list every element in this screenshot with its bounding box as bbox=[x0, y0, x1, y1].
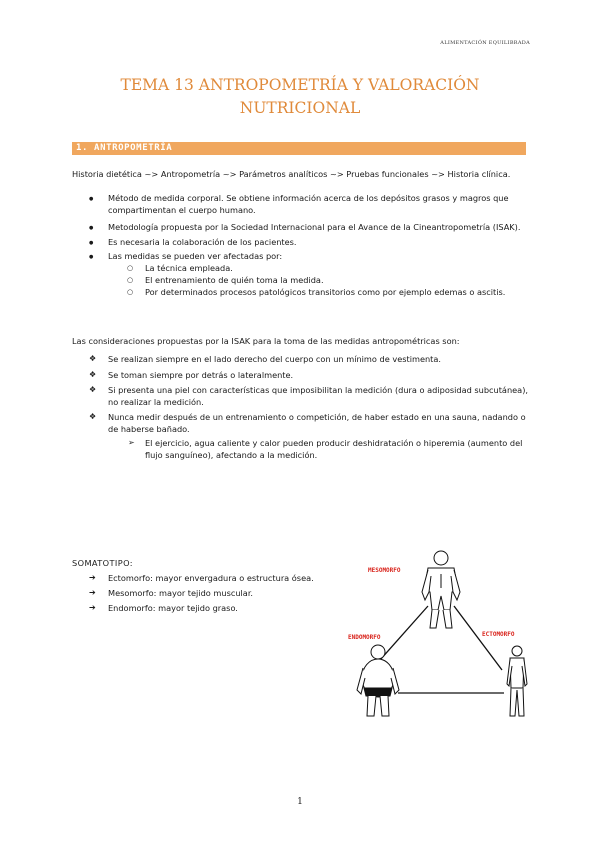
triangle-line-left bbox=[380, 606, 428, 660]
bullet-text: compartimentan el cuerpo humano. bbox=[108, 205, 256, 215]
sub-bullet-circle-icon: ○ bbox=[127, 288, 134, 296]
title-line-1: TEMA 13 ANTROPOMETRÍA Y VALORACIÓN bbox=[120, 76, 480, 94]
consideration-text: Se toman siempre por detrás o lateralmente. bbox=[108, 370, 294, 380]
somatotipo-item: Mesomorfo: mayor tejido muscular. bbox=[108, 588, 254, 598]
diamond-bullet-icon: ❖ bbox=[89, 370, 97, 379]
diamond-bullet-icon: ❖ bbox=[89, 354, 97, 363]
consideration-sub-text: El ejercicio, agua caliente y calor pueden producir deshidratación o hiperemia (aumento del bbox=[145, 438, 523, 448]
sub-bullet-circle-icon: ○ bbox=[127, 264, 134, 272]
bullet-disc-icon: ● bbox=[89, 240, 94, 246]
section-heading: 1. ANTROPOMETRÍA bbox=[76, 143, 173, 153]
diamond-bullet-icon: ❖ bbox=[89, 412, 97, 421]
consideration-text: Se realizan siempre en el lado derecho del cuerpo con un mínimo de vestimenta. bbox=[108, 354, 442, 364]
sub-bullet-text: La técnica empleada. bbox=[145, 263, 233, 273]
page-title bbox=[60, 74, 540, 120]
triangle-line-right bbox=[454, 606, 502, 670]
assessment-flow: Historia dietética ~> Antropometría ~> Parámetros analíticos ~> Pruebas funcionales ~> Historia clínica. bbox=[72, 169, 511, 179]
consideration-text: de haberse bañado. bbox=[108, 424, 190, 434]
bullet-text: Metodología propuesta por la Sociedad Internacional para el Avance de la Cineantropometría (ISAK). bbox=[108, 222, 521, 232]
somatotipo-item: Ectomorfo: mayor envergadura o estructura ósea. bbox=[108, 573, 314, 583]
title-line-2: NUTRICIONAL bbox=[239, 99, 361, 117]
diamond-bullet-icon: ❖ bbox=[89, 385, 97, 394]
consideration-text: Si presenta una piel con características que imposibilitan la medición (dura o adiposidad subcutánea), bbox=[108, 385, 528, 395]
arrow-bullet-icon: ➔ bbox=[89, 573, 96, 582]
bullet-disc-icon: ● bbox=[89, 254, 94, 260]
page-number: 1 bbox=[297, 797, 303, 807]
sub-bullet-text: El entrenamiento de quién toma la medida. bbox=[145, 275, 324, 285]
endomorph-figure bbox=[357, 645, 399, 716]
bullet-text: Es necesaria la colaboración de los pacientes. bbox=[108, 237, 297, 247]
bullet-disc-icon: ● bbox=[89, 196, 94, 202]
arrowhead-bullet-icon: ➢ bbox=[128, 438, 135, 447]
sub-bullet-text: Por determinados procesos patológicos transitorios como por ejemplo edemas o ascitis. bbox=[145, 287, 506, 297]
ectomorph-figure bbox=[507, 646, 527, 716]
ectomorfo-label: ECTOMORFO bbox=[482, 631, 515, 638]
somatotipo-heading: SOMATOTIPO: bbox=[72, 558, 133, 568]
arrow-bullet-icon: ➔ bbox=[89, 603, 96, 612]
mesomorph-figure bbox=[422, 551, 460, 628]
endomorfo-label: ENDOMORFO bbox=[348, 634, 381, 641]
running-header: ALIMENTACIÓN EQUILIBRADA bbox=[440, 40, 530, 46]
somatotipo-item: Endomorfo: mayor tejido graso. bbox=[108, 603, 238, 613]
consideration-text: Nunca medir después de un entrenamiento o competición, de haber estado en una sauna, nadando o bbox=[108, 412, 526, 422]
bullet-text: Método de medida corporal. Se obtiene información acerca de los depósitos grasos y magros que bbox=[108, 193, 509, 203]
bullet-disc-icon: ● bbox=[89, 225, 94, 231]
bullet-text: Las medidas se pueden ver afectadas por: bbox=[108, 251, 283, 261]
somatotype-figure bbox=[340, 548, 540, 728]
isak-intro: Las consideraciones propuestas por la ISAK para la toma de las medidas antropométricas son: bbox=[72, 336, 460, 346]
consideration-text: no realizar la medición. bbox=[108, 397, 204, 407]
mesomorfo-label: MESOMORFO bbox=[368, 567, 401, 574]
sub-bullet-circle-icon: ○ bbox=[127, 276, 134, 284]
consideration-sub-text: flujo sanguíneo), afectando a la medición. bbox=[145, 450, 318, 460]
arrow-bullet-icon: ➔ bbox=[89, 588, 96, 597]
section-heading-bar bbox=[72, 142, 526, 155]
